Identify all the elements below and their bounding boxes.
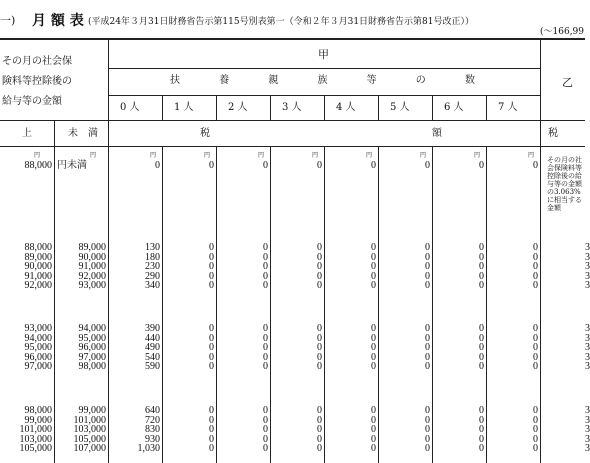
people-3: 3 人 [282,102,302,113]
row-kou-5-value: 0 [425,342,430,354]
col-divider [216,96,217,121]
yen-unit: 円 [420,152,427,159]
row-kou-2-value: 0 [263,251,268,263]
row-kou-1-value: 0 [209,270,214,282]
row-kou-2-value: 0 [263,414,268,426]
row-kou-4-value: 0 [371,414,376,426]
table-top-rule [0,38,585,40]
row-kou-0-value: 230 [145,261,160,273]
col-divider [378,96,379,121]
col-divider [162,96,163,121]
row-kou-2-value: 0 [263,342,268,354]
row-kou-2-value: 0 [263,405,268,416]
row-otsu-value: 3 [585,342,590,354]
miman-label: 未 満 [68,128,98,139]
first-row-kou-3: 0 [317,160,322,171]
row-kou-5-value: 0 [425,332,430,344]
row-kou-6-value: 0 [479,424,484,436]
row-to-amount: 105,000 [73,433,106,445]
row-kou-3-value: 0 [317,270,322,282]
page-subtitle: (平成24年３月31日財務省告示第115号別表第一（令和２年３月31日財務省告示第81号改正）） [88,17,475,27]
row-kou-6-value: 0 [479,405,484,416]
row-kou-3-value: 0 [317,342,322,354]
row-kou-3-value: 0 [317,424,322,436]
row-from-amount: 89,000 [24,251,52,263]
first-row-kou-4: 0 [371,160,376,171]
row-from-amount: 98,000 [24,405,52,416]
unit-row-rule [0,146,585,147]
row-kou-0-value: 390 [145,323,160,334]
row-to-amount: 95,000 [78,332,106,344]
row-to-amount: 101,000 [73,414,106,426]
row-kou-2-value: 0 [263,280,268,292]
row-kou-3-value: 0 [317,280,322,292]
yen-unit: 円 [90,152,97,159]
people-5: 5 人 [390,102,410,113]
row-kou-3-value: 0 [317,351,322,363]
row-otsu-value: 3 [585,251,590,263]
row-kou-3-value: 0 [317,414,322,426]
row-kou-6-value: 0 [479,361,484,373]
otsu-note: その月の社会保険料等控除後の給与等の金額の3.063%に相当する金額 [547,156,582,212]
people-2: 2 人 [228,102,248,113]
row-from-amount: 96,000 [24,351,52,363]
row-otsu-value: 3 [585,332,590,344]
row-kou-0-value: 440 [145,332,160,344]
yen-unit: 円 [474,152,481,159]
row-kou-1-value: 0 [209,323,214,334]
row-kou-5-value: 0 [425,323,430,334]
row-kou-6-value: 0 [479,342,484,354]
row-kou-7-value: 0 [533,251,538,263]
row-kou-7-value: 0 [533,323,538,334]
yen-unit: 円 [258,152,265,159]
row-from-amount: 94,000 [24,332,52,344]
row-kou-1-value: 0 [209,332,214,344]
row-kou-5-value: 0 [425,270,430,282]
row-kou-0-value: 540 [145,351,160,363]
row-kou-4-value: 0 [371,261,376,273]
col-divider [432,96,433,121]
yen-unit: 円 [204,152,211,159]
row-kou-2-value: 0 [263,261,268,273]
row-kou-3-value: 0 [317,332,322,344]
row-kou-7-value: 0 [533,332,538,344]
row-kou-3-value: 0 [317,443,322,455]
row-kou-5-value: 0 [425,251,430,263]
first-row-from: 88,000 [24,160,52,171]
row-kou-4-value: 0 [371,351,376,363]
row-otsu-value: 3 [585,443,590,455]
row-from-amount: 91,000 [24,270,52,282]
row-from-amount: 105,000 [19,443,52,455]
page-title: 月 額 表 [32,13,84,29]
row-kou-3-value: 0 [317,433,322,445]
row-kou-1-value: 0 [209,433,214,445]
row-kou-2-value: 0 [263,424,268,436]
row-kou-1-value: 0 [209,261,214,273]
row-kou-4-value: 0 [371,443,376,455]
row-kou-2-value: 0 [263,323,268,334]
row-kou-4-value: 0 [371,332,376,344]
row-kou-4-value: 0 [371,342,376,354]
amount-column-label-2: 険料等控除後の [2,76,72,87]
row-kou-2-value: 0 [263,351,268,363]
row-kou-2-value: 0 [263,270,268,282]
row-kou-6-value: 0 [479,242,484,253]
row-kou-5-value: 0 [425,261,430,273]
row-otsu-value: 3 [585,405,590,416]
row-to-amount: 99,000 [78,405,106,416]
row-to-amount: 91,000 [78,261,106,273]
row-to-amount: 89,000 [78,242,106,253]
first-row-kou-6: 0 [479,160,484,171]
amount-column-label-1: その月の社会保 [2,56,72,67]
row-otsu-value: 3 [585,414,590,426]
row-kou-0-value: 130 [145,242,160,253]
row-kou-4-value: 0 [371,280,376,292]
first-row-kou-2: 0 [263,160,268,171]
row-kou-1-value: 0 [209,361,214,373]
row-to-amount: 96,000 [78,342,106,354]
row-kou-5-value: 0 [425,242,430,253]
row-from-amount: 103,000 [19,433,52,445]
row-kou-0-value: 640 [145,405,160,416]
row-kou-6-value: 0 [479,280,484,292]
row-kou-4-value: 0 [371,251,376,263]
row-kou-6-value: 0 [479,323,484,334]
row-kou-2-value: 0 [263,242,268,253]
row-to-amount: 107,000 [73,443,106,455]
row-kou-7-value: 0 [533,414,538,426]
row-kou-5-value: 0 [425,433,430,445]
row-kou-3-value: 0 [317,251,322,263]
header-bottom-rule [0,120,585,121]
people-1: 1 人 [174,102,194,113]
row-kou-7-value: 0 [533,433,538,445]
row-kou-1-value: 0 [209,414,214,426]
row-kou-7-value: 0 [533,424,538,436]
yen-unit: 円 [312,152,319,159]
people-0: 0 人 [120,102,140,113]
row-kou-7-value: 0 [533,361,538,373]
row-kou-7-value: 0 [533,443,538,455]
row-kou-0-value: 290 [145,270,160,282]
row-otsu-value: 3 [585,270,590,282]
tax-label-end: 額 [432,128,442,139]
row-kou-5-value: 0 [425,424,430,436]
row-otsu-value: 3 [585,242,590,253]
row-kou-5-value: 0 [425,414,430,426]
row-kou-4-value: 0 [371,361,376,373]
row-kou-0-value: 720 [145,414,160,426]
col-divider [486,96,487,121]
people-4: 4 人 [336,102,356,113]
ijo-label: 上 [22,128,32,139]
row-kou-1-value: 0 [209,405,214,416]
people-7: 7 人 [498,102,518,113]
first-row-kou-1: 0 [209,160,214,171]
row-kou-7-value: 0 [533,351,538,363]
income-range: (～166,99 [540,27,585,37]
row-kou-1-value: 0 [209,443,214,455]
first-row-kou-7: 0 [533,160,538,171]
row-to-amount: 94,000 [78,323,106,334]
row-from-amount: 95,000 [24,342,52,354]
first-row-kou-5: 0 [425,160,430,171]
col-divider [270,96,271,121]
row-kou-5-value: 0 [425,361,430,373]
row-kou-7-value: 0 [533,280,538,292]
tax-label-start: 税 [200,128,210,139]
row-kou-0-value: 340 [145,280,160,292]
row-kou-5-value: 0 [425,443,430,455]
row-otsu-value: 3 [585,433,590,445]
row-from-amount: 101,000 [19,424,52,436]
row-kou-2-value: 0 [263,433,268,445]
row-otsu-value: 3 [585,361,590,373]
row-kou-0-value: 830 [145,424,160,436]
row-to-amount: 93,000 [78,280,106,292]
row-kou-5-value: 0 [425,280,430,292]
row-from-amount: 88,000 [24,242,52,253]
row-kou-1-value: 0 [209,242,214,253]
people-6: 6 人 [444,102,464,113]
row-otsu-value: 3 [585,280,590,292]
row-kou-4-value: 0 [371,323,376,334]
row-from-amount: 97,000 [24,361,52,373]
otsu-heading: 乙 [562,76,573,89]
row-otsu-value: 3 [585,424,590,436]
row-to-amount: 92,000 [78,270,106,282]
row-kou-3-value: 0 [317,361,322,373]
row-kou-7-value: 0 [533,242,538,253]
row-kou-2-value: 0 [263,443,268,455]
row-otsu-value: 3 [585,323,590,334]
row-kou-0-value: 1,030 [137,443,160,455]
col-divider [324,96,325,121]
first-row-to: 円未満 [57,160,87,171]
row-kou-0-value: 180 [145,251,160,263]
kou-header-rule [108,68,540,69]
row-to-amount: 98,000 [78,361,106,373]
row-otsu-value: 3 [585,351,590,363]
row-kou-3-value: 0 [317,405,322,416]
row-kou-6-value: 0 [479,270,484,282]
row-kou-4-value: 0 [371,405,376,416]
row-kou-4-value: 0 [371,242,376,253]
yen-unit: 円 [150,152,157,159]
row-kou-6-value: 0 [479,261,484,273]
row-kou-4-value: 0 [371,270,376,282]
row-to-amount: 103,000 [73,424,106,436]
row-from-amount: 92,000 [24,280,52,292]
row-kou-5-value: 0 [425,405,430,416]
row-kou-6-value: 0 [479,332,484,344]
row-kou-3-value: 0 [317,323,322,334]
row-from-amount: 90,000 [24,261,52,273]
row-kou-4-value: 0 [371,424,376,436]
row-kou-6-value: 0 [479,443,484,455]
row-kou-6-value: 0 [479,351,484,363]
row-to-amount: 97,000 [78,351,106,363]
title-prefix: 一) [0,14,16,27]
row-kou-6-value: 0 [479,251,484,263]
row-kou-4-value: 0 [371,433,376,445]
row-kou-1-value: 0 [209,424,214,436]
row-kou-2-value: 0 [263,361,268,373]
row-kou-1-value: 0 [209,280,214,292]
row-kou-6-value: 0 [479,433,484,445]
kou-heading: 甲 [318,48,329,61]
row-kou-1-value: 0 [209,342,214,354]
row-kou-7-value: 0 [533,405,538,416]
row-otsu-value: 3 [585,261,590,273]
dependents-label: 扶 養 親 族 等 の 数 [170,75,475,86]
yen-unit: 円 [528,152,535,159]
otsu-tax-label: 税 [548,128,558,139]
row-kou-3-value: 0 [317,242,322,253]
row-kou-7-value: 0 [533,342,538,354]
row-to-amount: 90,000 [78,251,106,263]
row-kou-1-value: 0 [209,351,214,363]
first-row-kou-0: 0 [155,160,160,171]
row-kou-7-value: 0 [533,261,538,273]
row-kou-0-value: 930 [145,433,160,445]
yen-unit: 円 [366,152,373,159]
row-kou-0-value: 590 [145,361,160,373]
row-kou-3-value: 0 [317,261,322,273]
yen-unit: 円 [34,152,41,159]
row-kou-0-value: 490 [145,342,160,354]
row-from-amount: 99,000 [24,414,52,426]
row-kou-5-value: 0 [425,351,430,363]
row-from-amount: 93,000 [24,323,52,334]
row-kou-7-value: 0 [533,270,538,282]
amount-column-label-3: 給与等の金額 [2,96,62,107]
row-kou-6-value: 0 [479,414,484,426]
row-kou-1-value: 0 [209,251,214,263]
row-kou-2-value: 0 [263,332,268,344]
